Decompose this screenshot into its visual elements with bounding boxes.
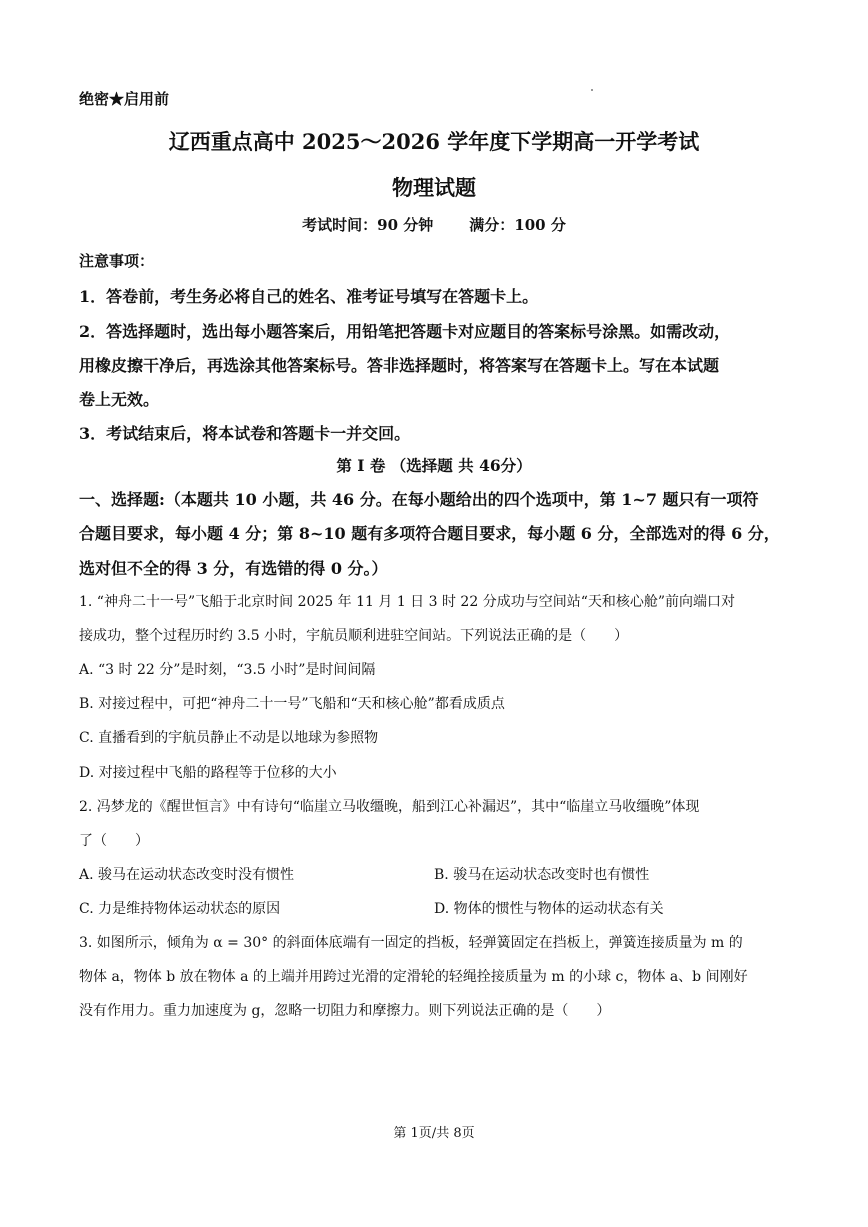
subject-title: 物理试题 — [392, 175, 476, 200]
question-3-stem: 物体 a，物体 b 放在物体 a 的上端并用跨过光滑的定滑轮的轻绳拴接质量为 m 的小球 c，物体 a、b 间刚好 — [79, 969, 748, 985]
section-instructions: 合题目要求，每小题 4 分；第 8~10 题有多项符合题目要求，每小题 6 分，全部选对的得 6 分， — [79, 524, 780, 543]
exam-title: 辽西重点高中 2025～2026 学年度下学期高一开学考试 — [168, 129, 700, 154]
notes-line: 用橡皮擦干净后，再选涂其他答案标号。答非选择题时，将答案写在答题卡上。写在本试题 — [79, 356, 720, 375]
notes-heading: 注意事项： — [79, 252, 155, 270]
notes-line: 2．答选择题时，选出每小题答案后，用铅笔把答题卡对应题目的答案标号涂黑。如需改动， — [79, 322, 731, 341]
notes-line: 卷上无效。 — [79, 390, 160, 409]
question-2-option-a: A. 骏马在运动状态改变时没有惯性 — [79, 867, 295, 883]
question-3-stem: 3. 如图所示，倾角为 α = 30° 的斜面体底端有一固定的挡板，轻弹簧固定在挡板上，弹簧连接质量为 m 的 — [79, 935, 743, 951]
question-1-option-a: A. “3 时 22 分”是时刻，“3.5 小时”是时间间隔 — [79, 662, 376, 678]
question-1-option-d: D. 对接过程中飞船的路程等于位移的大小 — [79, 765, 337, 781]
question-1-stem: 1. “神舟二十一号”飞船于北京时间 2025 年 11 月 1 日 3 时 22 分成功与空间站“天和核心舱”前向端口对 — [79, 594, 736, 610]
page-footer: 第 1页/共 8页 — [393, 1126, 475, 1141]
question-2-stem: 了（ ） — [79, 833, 149, 849]
question-2-option-c: C. 力是维持物体运动状态的原因 — [79, 901, 281, 917]
question-1-option-c: C. 直播看到的宇航员静止不动是以地球为参照物 — [79, 730, 379, 746]
exam-time: 考试时间：90 分钟 — [302, 216, 434, 234]
secret-label: 绝密★启用前 — [79, 90, 170, 108]
notes-line: 1．答卷前，考生务必将自己的姓名、准考证号填写在答题卡上。 — [79, 287, 539, 306]
question-3-stem: 没有作用力。重力加速度为 g，忽略一切阻力和摩擦力。则下列说法正确的是（ ） — [79, 1003, 611, 1019]
full-score: 满分：100 分 — [469, 216, 566, 234]
exam-meta — [0, 214, 868, 235]
question-1-option-b: B. 对接过程中，可把“神舟二十一号”飞船和“天和核心舱”都看成质点 — [79, 696, 505, 712]
section-instructions: 一、选择题:（本题共 10 小题，共 46 分。在每小题给出的四个选项中，第 1~7 题只有一项符 — [79, 490, 759, 509]
notes-line: 3．考试结束后，将本试卷和答题卡一并交回。 — [79, 424, 411, 443]
part-title: 第 I 卷 （选择题 共 46分） — [336, 456, 532, 475]
question-1-stem: 接成功，整个过程历时约 3.5 小时，宇航员顺利进驻空间站。下列说法正确的是（ ） — [79, 628, 629, 644]
question-2-stem: 2. 冯梦龙的《醒世恒言》中有诗句“临崖立马收缰晚，船到江心补漏迟”，其中“临崖立马收缰晚”体现 — [79, 799, 700, 815]
question-2-option-b: B. 骏马在运动状态改变时也有惯性 — [434, 867, 650, 883]
question-2-option-d: D. 物体的惯性与物体的运动状态有关 — [434, 901, 664, 917]
section-instructions: 选对但不全的得 3 分，有选错的得 0 分。） — [79, 559, 388, 578]
scan-speck — [591, 89, 593, 91]
